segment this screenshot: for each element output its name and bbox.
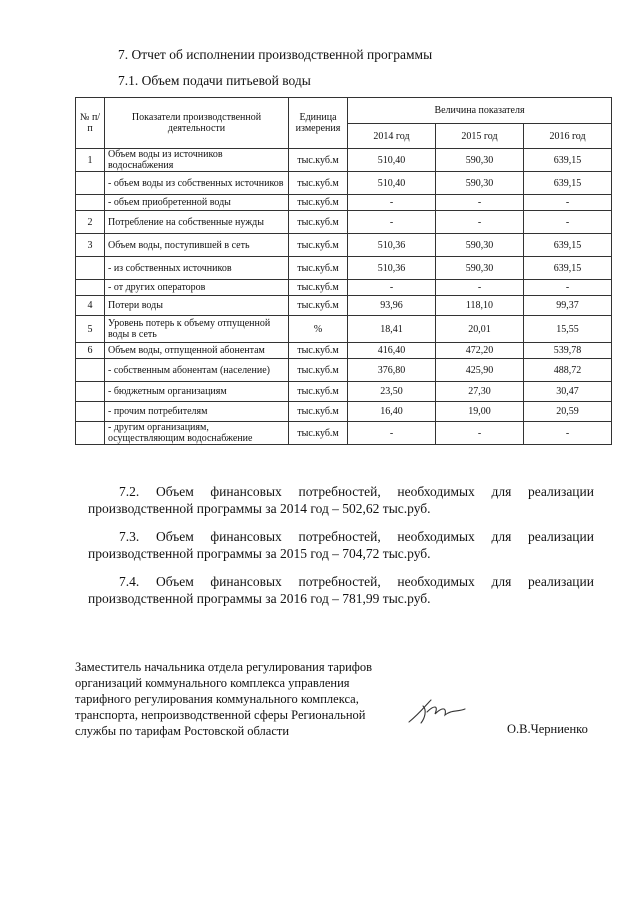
value-2014: 376,80 bbox=[348, 359, 436, 382]
value-2016: - bbox=[524, 195, 612, 211]
header-unit: Единица измерения bbox=[289, 98, 348, 149]
value-2014: - bbox=[348, 195, 436, 211]
table-row bbox=[76, 382, 612, 402]
row-number bbox=[76, 172, 105, 195]
row-unit: тыс.куб.м bbox=[289, 422, 348, 445]
value-2016: 30,47 bbox=[524, 382, 612, 402]
subsection-heading: 7.1. Объем подачи питьевой воды bbox=[118, 73, 311, 88]
header-value: Величина показателя bbox=[348, 98, 612, 124]
value-2015: 590,30 bbox=[436, 172, 524, 195]
row-number: 4 bbox=[76, 296, 105, 316]
row-indicator: - объем воды из собственных источников bbox=[105, 172, 289, 195]
header-num: № п/п bbox=[76, 98, 105, 149]
value-2016: 488,72 bbox=[524, 359, 612, 382]
row-unit: тыс.куб.м bbox=[289, 234, 348, 257]
value-2015: - bbox=[436, 211, 524, 234]
value-2015: 472,20 bbox=[436, 343, 524, 359]
value-2015: 19,00 bbox=[436, 402, 524, 422]
row-unit: тыс.куб.м bbox=[289, 343, 348, 359]
value-2014: 23,50 bbox=[348, 382, 436, 402]
value-2014: 93,96 bbox=[348, 296, 436, 316]
row-number: 1 bbox=[76, 149, 105, 172]
table-row bbox=[76, 359, 612, 382]
row-indicator: - из собственных источников bbox=[105, 257, 289, 280]
header-year: 2016 год bbox=[524, 124, 612, 149]
financial-needs-2014: 7.2. Объем финансовых потребностей, необходимых для реализации производственной программы за 2014 год – 502,62 тыс.руб. bbox=[88, 484, 594, 516]
row-number bbox=[76, 280, 105, 296]
row-indicator: - другим организациям, осуществляющим водоснабжение bbox=[105, 422, 289, 445]
value-2015: 590,30 bbox=[436, 149, 524, 172]
row-number bbox=[76, 257, 105, 280]
section-heading: 7. Отчет об исполнении производственной программы bbox=[118, 47, 433, 62]
row-indicator: Объем воды из источников водоснабжения bbox=[105, 149, 289, 172]
position-line: организаций коммунального комплекса управления bbox=[75, 676, 350, 690]
value-2015: 425,90 bbox=[436, 359, 524, 382]
signature-position bbox=[75, 659, 372, 739]
table-row bbox=[76, 234, 612, 257]
row-indicator: Объем воды, поступившей в сеть bbox=[105, 234, 289, 257]
position-line: Заместитель начальника отдела регулирования тарифов bbox=[75, 660, 373, 674]
value-2016: 639,15 bbox=[524, 149, 612, 172]
value-2016: - bbox=[524, 211, 612, 234]
value-2015: 590,30 bbox=[436, 257, 524, 280]
position-line: службы по тарифам Ростовской области bbox=[75, 724, 290, 738]
value-2014: - bbox=[348, 422, 436, 445]
table-row bbox=[76, 343, 612, 359]
value-2016: 639,15 bbox=[524, 172, 612, 195]
position-line: транспорта, непроизводственной сферы Региональной bbox=[75, 708, 366, 722]
value-2016: 20,59 bbox=[524, 402, 612, 422]
row-unit: тыс.куб.м bbox=[289, 382, 348, 402]
value-2015: - bbox=[436, 422, 524, 445]
value-2015: 118,10 bbox=[436, 296, 524, 316]
row-number bbox=[76, 359, 105, 382]
table-row bbox=[76, 195, 612, 211]
row-unit: тыс.куб.м bbox=[289, 257, 348, 280]
value-2016: 15,55 bbox=[524, 316, 612, 343]
value-2014: 510,40 bbox=[348, 149, 436, 172]
table-row bbox=[76, 296, 612, 316]
row-number bbox=[76, 422, 105, 445]
row-indicator: - бюджетным организациям bbox=[105, 382, 289, 402]
value-2016: 539,78 bbox=[524, 343, 612, 359]
value-2016: 639,15 bbox=[524, 257, 612, 280]
table-row bbox=[76, 257, 612, 280]
value-2015: 27,30 bbox=[436, 382, 524, 402]
header-indicator: Показатели производственной деятельности bbox=[105, 98, 289, 149]
value-2014: 510,36 bbox=[348, 257, 436, 280]
handwritten-signature bbox=[405, 696, 467, 728]
financial-needs-2015: 7.3. Объем финансовых потребностей, необходимых для реализации производственной программы за 2015 год – 704,72 тыс.руб. bbox=[88, 529, 594, 561]
table-row bbox=[76, 172, 612, 195]
value-2014: 18,41 bbox=[348, 316, 436, 343]
row-unit: тыс.куб.м bbox=[289, 149, 348, 172]
value-2016: - bbox=[524, 280, 612, 296]
row-unit: тыс.куб.м bbox=[289, 280, 348, 296]
row-unit: тыс.куб.м bbox=[289, 195, 348, 211]
row-indicator: - объем приобретенной воды bbox=[105, 195, 289, 211]
row-number: 3 bbox=[76, 234, 105, 257]
value-2015: - bbox=[436, 280, 524, 296]
table-row bbox=[76, 149, 612, 172]
position-line: тарифного регулирования коммунального комплекса, bbox=[75, 692, 359, 706]
value-2014: - bbox=[348, 211, 436, 234]
row-unit: тыс.куб.м bbox=[289, 296, 348, 316]
row-number: 6 bbox=[76, 343, 105, 359]
row-indicator: - собственным абонентам (население) bbox=[105, 359, 289, 382]
financial-needs-2016: 7.4. Объем финансовых потребностей, необходимых для реализации производственной программы за 2016 год – 781,99 тыс.руб. bbox=[88, 574, 594, 606]
value-2014: 510,36 bbox=[348, 234, 436, 257]
row-number: 2 bbox=[76, 211, 105, 234]
row-unit: тыс.куб.м bbox=[289, 211, 348, 234]
value-2016: 99,37 bbox=[524, 296, 612, 316]
table-row bbox=[76, 422, 612, 445]
row-number bbox=[76, 382, 105, 402]
row-unit: тыс.куб.м bbox=[289, 359, 348, 382]
row-indicator: Потребление на собственные нужды bbox=[105, 211, 289, 234]
row-number bbox=[76, 195, 105, 211]
row-number bbox=[76, 402, 105, 422]
signer-name: О.В.Черниенко bbox=[507, 722, 588, 736]
value-2014: - bbox=[348, 280, 436, 296]
table-row bbox=[76, 316, 612, 343]
value-2015: - bbox=[436, 195, 524, 211]
value-2014: 16,40 bbox=[348, 402, 436, 422]
row-indicator: - от других операторов bbox=[105, 280, 289, 296]
value-2016: 639,15 bbox=[524, 234, 612, 257]
row-indicator: Уровень потерь к объему отпущенной воды в сеть bbox=[105, 316, 289, 343]
header-year: 2015 год bbox=[436, 124, 524, 149]
value-2015: 20,01 bbox=[436, 316, 524, 343]
value-2014: 416,40 bbox=[348, 343, 436, 359]
row-indicator: Объем воды, отпущенной абонентам bbox=[105, 343, 289, 359]
row-number: 5 bbox=[76, 316, 105, 343]
row-indicator: - прочим потребителям bbox=[105, 402, 289, 422]
row-unit: тыс.куб.м bbox=[289, 172, 348, 195]
value-2016: - bbox=[524, 422, 612, 445]
row-unit: тыс.куб.м bbox=[289, 402, 348, 422]
table-row bbox=[76, 402, 612, 422]
row-indicator: Потери воды bbox=[105, 296, 289, 316]
value-2015: 590,30 bbox=[436, 234, 524, 257]
header-year: 2014 год bbox=[348, 124, 436, 149]
row-unit: % bbox=[289, 316, 348, 343]
table-row bbox=[76, 280, 612, 296]
water-supply-table bbox=[75, 97, 612, 445]
table-row bbox=[76, 211, 612, 234]
value-2014: 510,40 bbox=[348, 172, 436, 195]
